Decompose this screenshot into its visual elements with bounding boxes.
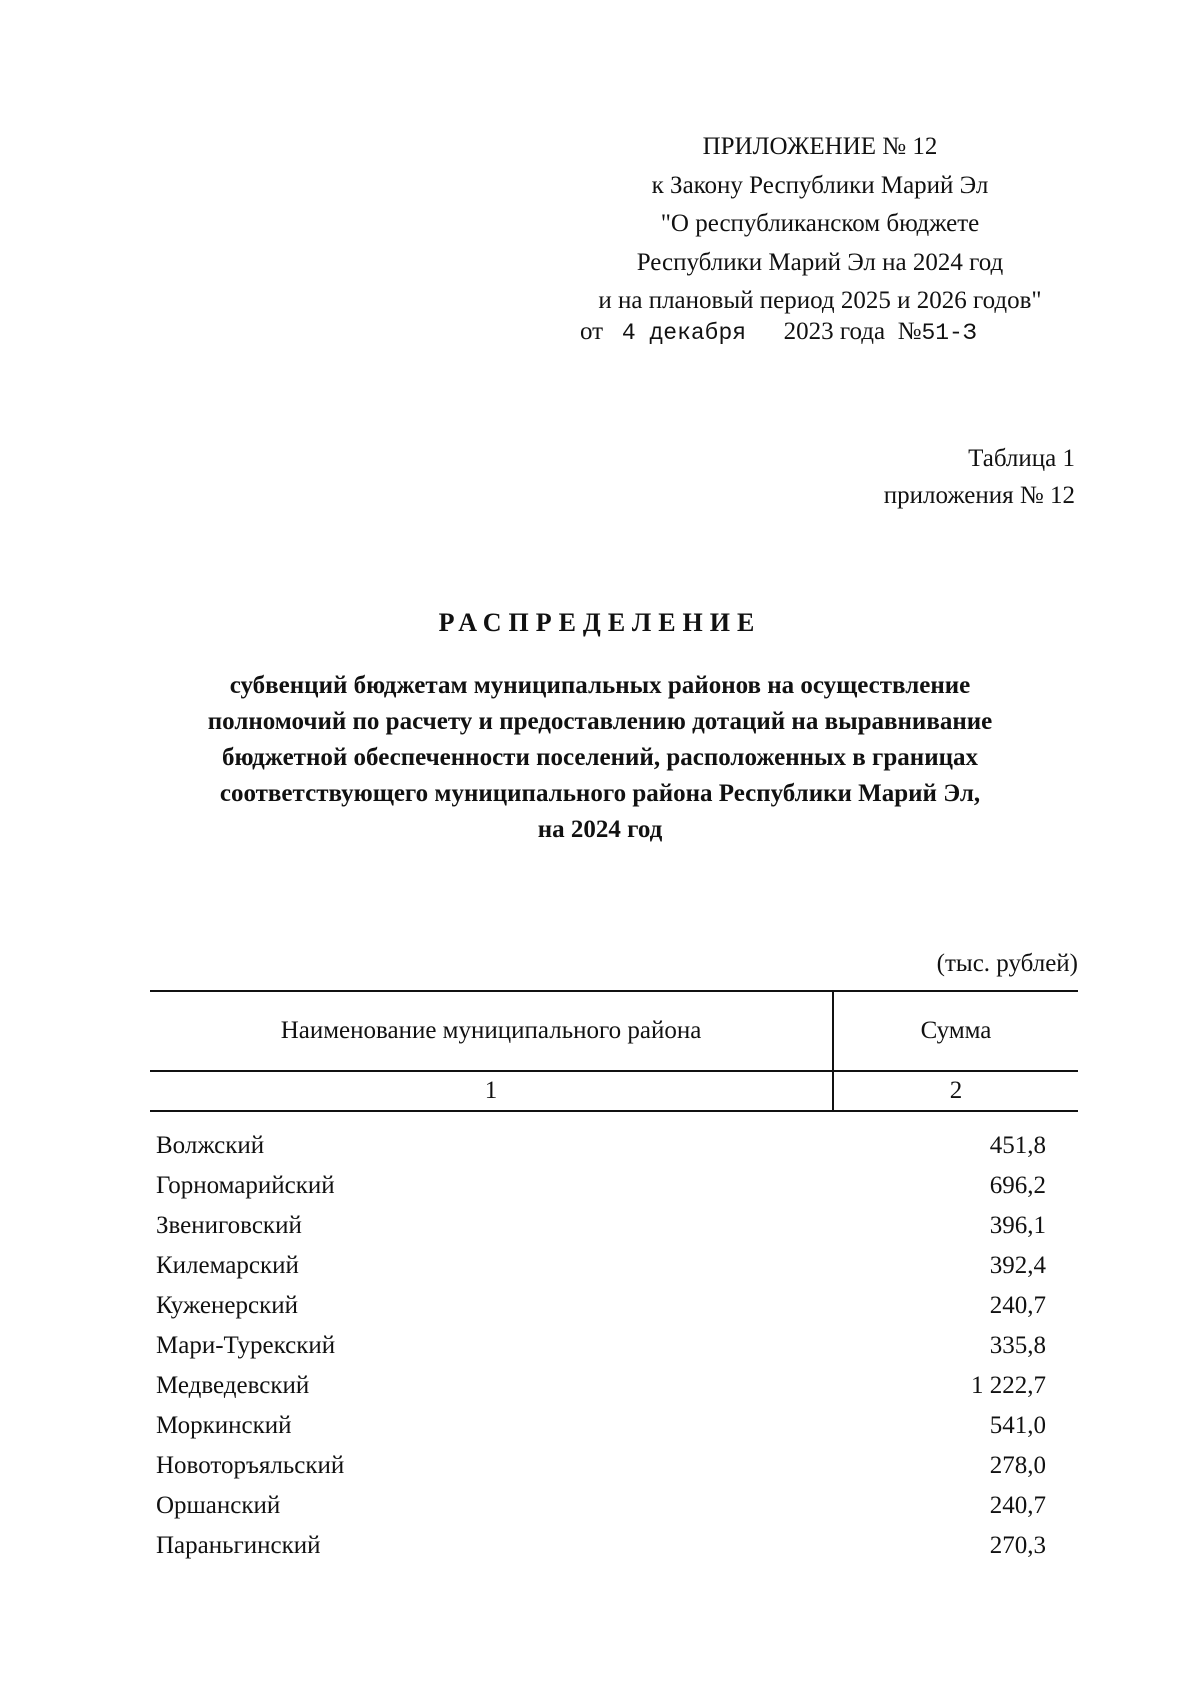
subtitle-line-4: соответствующего муниципального района Республики Марий Эл, <box>219 780 981 807</box>
table-row <box>150 1326 1078 1366</box>
date-day: 4 декабря <box>621 320 747 346</box>
district-amount: 240,7 <box>989 1292 1046 1319</box>
district-amount: 696,2 <box>989 1172 1046 1199</box>
district-name: Звениговский <box>156 1212 302 1239</box>
table-reference <box>884 440 1075 514</box>
district-name: Новоторъяльский <box>156 1452 345 1479</box>
document-title: РАСПРЕДЕЛЕНИЕ <box>438 608 762 637</box>
district-amount: 396,1 <box>989 1212 1046 1239</box>
distribution-table <box>150 990 1078 1566</box>
table-row <box>150 1206 1078 1246</box>
district-name: Медведевский <box>156 1372 310 1399</box>
district-amount: 278,0 <box>989 1452 1046 1479</box>
subtitle-line-2: полномочий по расчету и предоставлению дотаций на выравнивание <box>207 708 993 735</box>
district-name: Горномарийский <box>156 1172 335 1199</box>
annex-line-5: и на плановый период 2025 и 2026 годов" <box>598 287 1042 314</box>
table-row <box>150 1446 1078 1486</box>
law-number: 51-З <box>921 320 977 346</box>
table-row <box>150 1286 1078 1326</box>
table-row <box>150 1126 1078 1166</box>
table-row <box>150 1406 1078 1446</box>
column-number-row <box>150 1071 1078 1111</box>
district-name: Куженерский <box>156 1292 298 1319</box>
annex-line-4: Республики Марий Эл на 2024 год <box>636 248 1004 276</box>
district-amount: 240,7 <box>989 1492 1046 1519</box>
column-number-2: 2 <box>833 1071 1078 1111</box>
district-name: Параньгинский <box>156 1532 321 1559</box>
table-row <box>150 1246 1078 1286</box>
district-amount: 1 222,7 <box>971 1372 1046 1399</box>
date-prefix: от <box>580 318 604 345</box>
annex-line-3: "О республиканском бюджете <box>660 210 980 237</box>
subtitle-line-1: субвенций бюджетам муниципальных районов на осуществление <box>229 672 971 699</box>
district-name: Волжский <box>156 1132 265 1159</box>
header-amount: Сумма <box>833 991 1078 1071</box>
annex-line-1: ПРИЛОЖЕНИЕ № 12 <box>702 133 938 160</box>
district-name: Моркинский <box>156 1412 292 1439</box>
subtitle-line-3: бюджетной обеспеченности поселений, расположенных в границах <box>221 744 979 771</box>
column-number-1: 1 <box>150 1071 833 1111</box>
table-header-row <box>150 991 1078 1071</box>
subtitle-line-5: на 2024 год <box>537 816 663 843</box>
district-amount: 270,3 <box>989 1532 1046 1559</box>
district-name: Оршанский <box>156 1492 281 1519</box>
table-row <box>150 1526 1078 1566</box>
annex-header <box>540 128 1100 321</box>
annex-line-2: к Закону Республики Марий Эл <box>651 171 989 199</box>
law-date-line <box>580 318 977 346</box>
date-year: 2023 года <box>783 318 886 345</box>
district-amount: 335,8 <box>989 1332 1046 1359</box>
district-amount: 392,4 <box>989 1252 1046 1279</box>
table-row <box>150 1166 1078 1206</box>
header-district-name: Наименование муниципального района <box>150 991 833 1071</box>
district-amount: 541,0 <box>989 1412 1046 1439</box>
table-row <box>150 1366 1078 1406</box>
table-row <box>150 1486 1078 1526</box>
district-name: Мари-Турекский <box>156 1332 336 1359</box>
document-subtitle <box>150 668 1050 848</box>
units-label: (тыс. рублей) <box>936 950 1078 977</box>
table-ref-line-2: приложения № 12 <box>883 482 1075 509</box>
number-sign: № <box>897 318 922 345</box>
district-amount: 451,8 <box>989 1132 1046 1159</box>
table-ref-line-1: Таблица 1 <box>968 445 1075 472</box>
district-name: Килемарский <box>156 1252 299 1279</box>
